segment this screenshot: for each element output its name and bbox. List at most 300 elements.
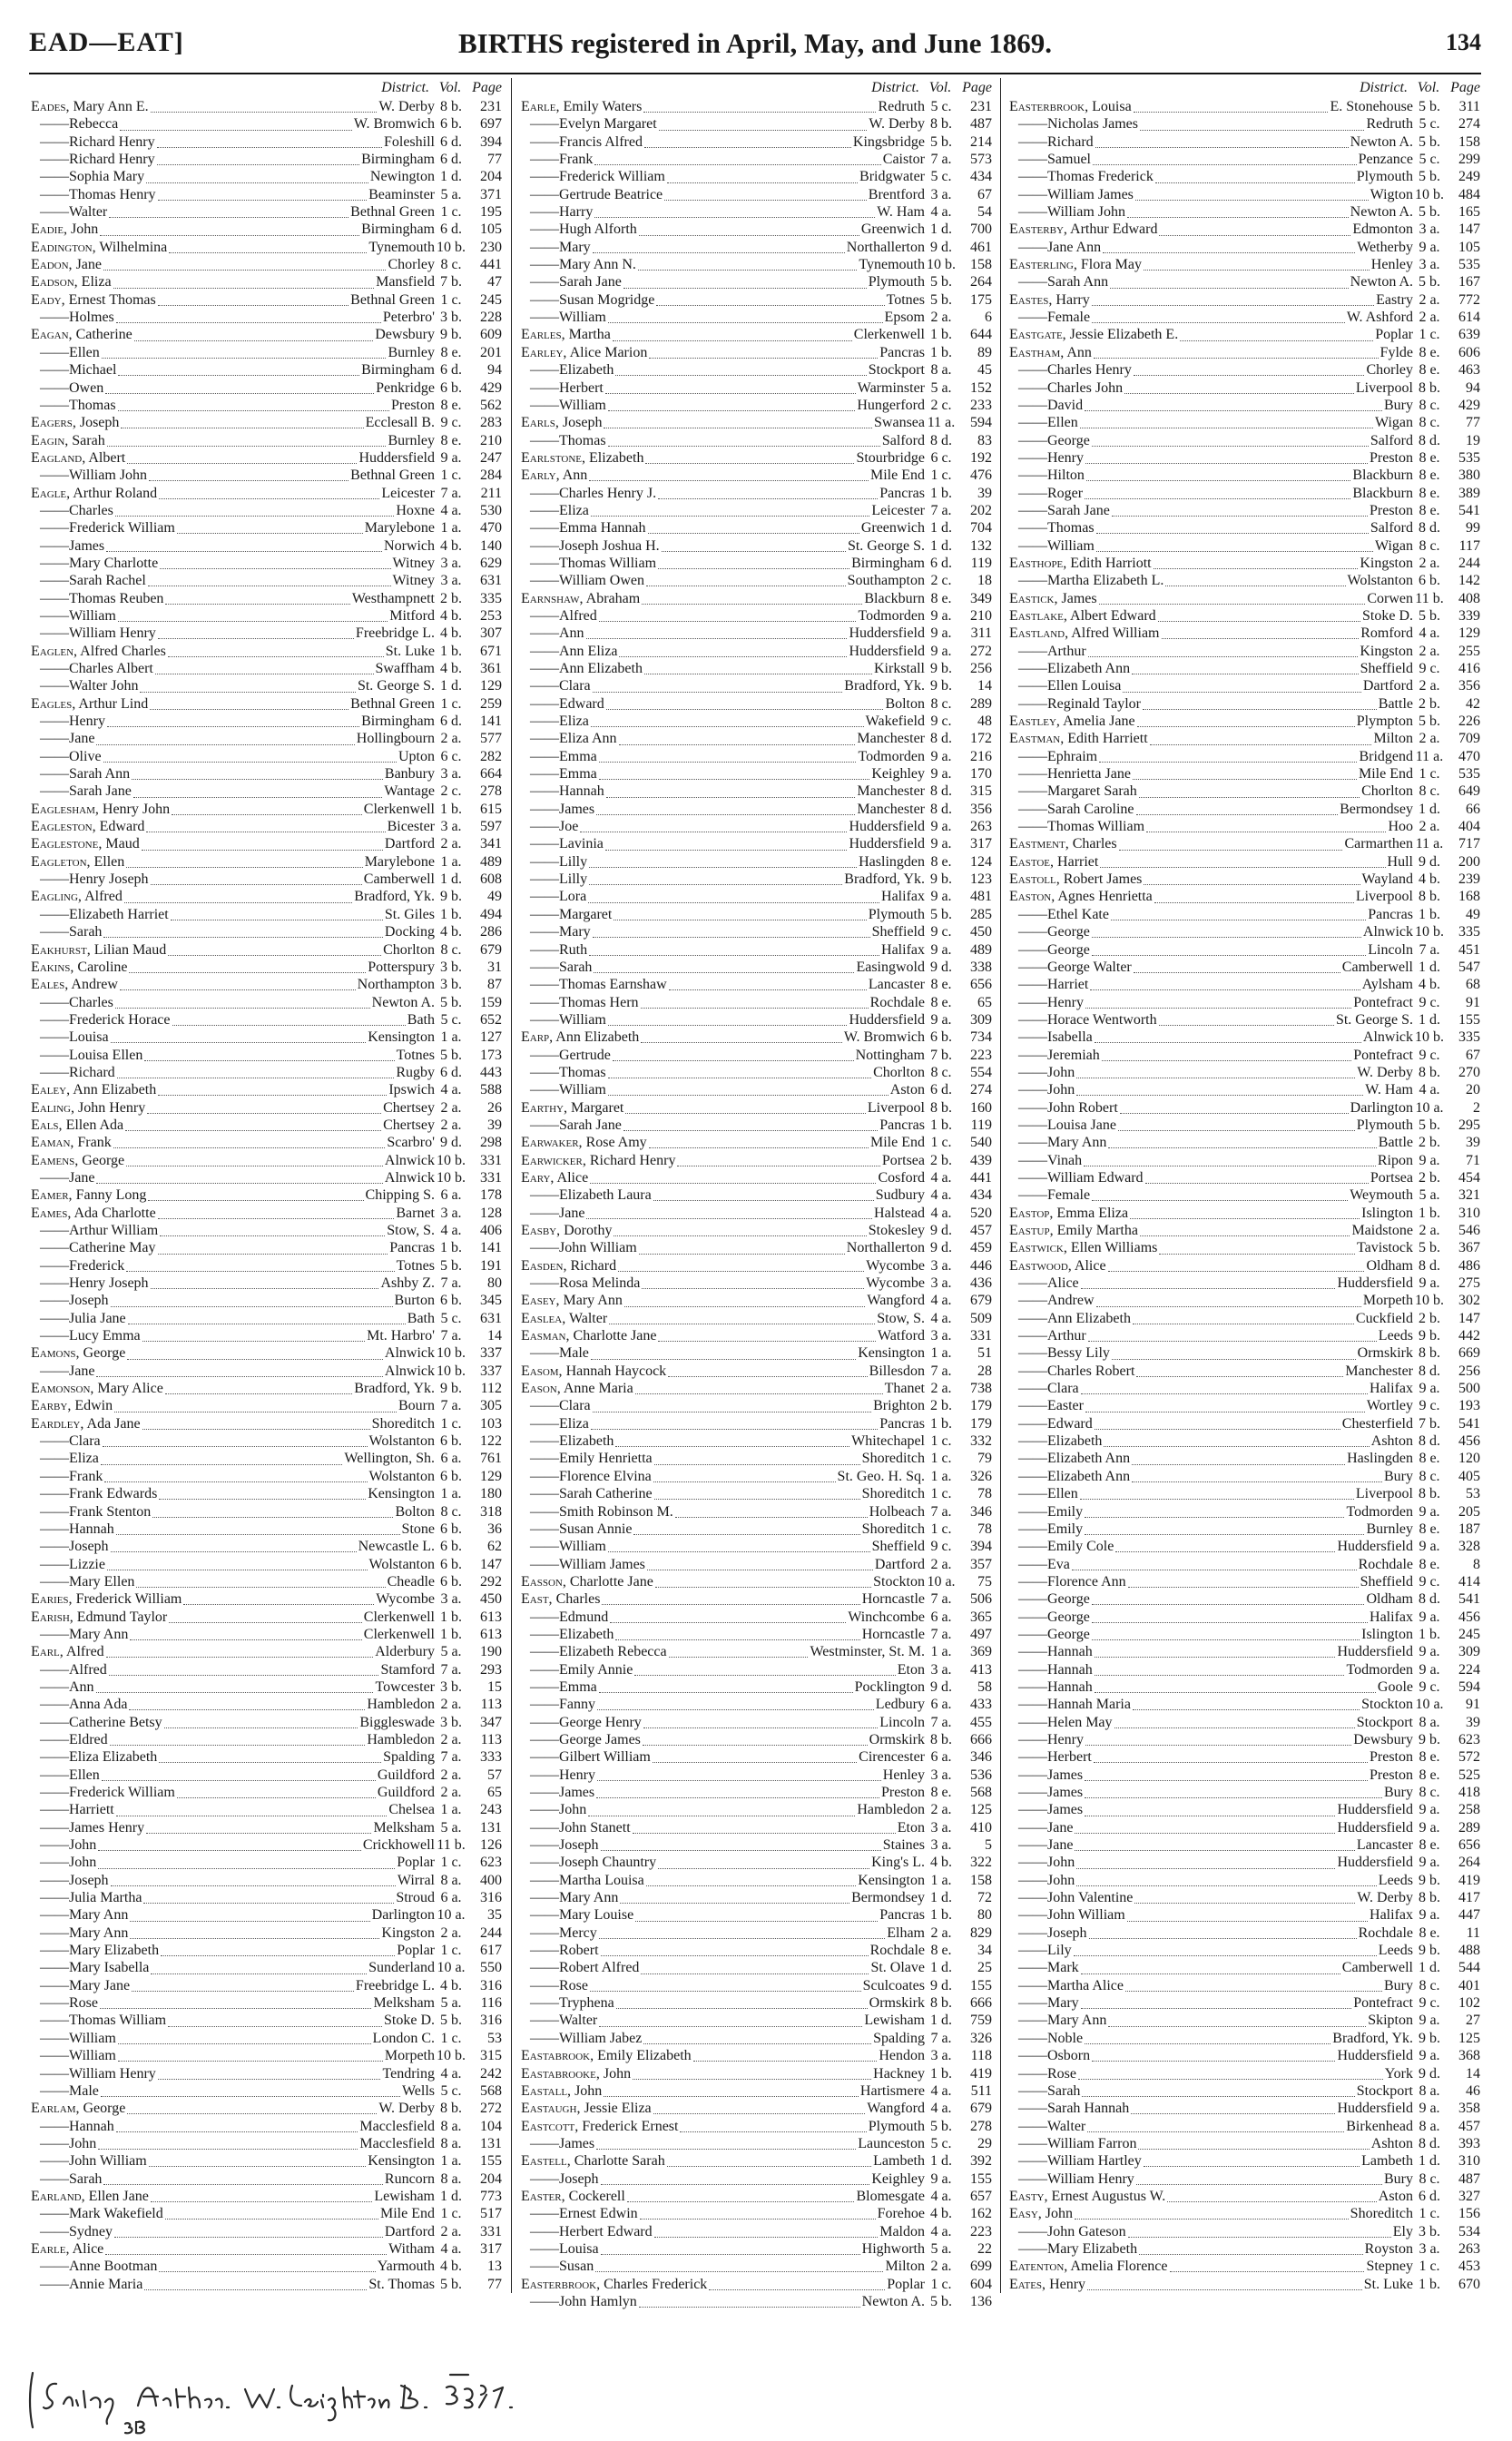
entry-volume: 1 d. bbox=[440, 2188, 462, 2204]
entry-name bbox=[31, 1503, 151, 1521]
entry-page: 541 bbox=[1458, 1415, 1480, 1432]
dot-leader bbox=[1085, 1523, 1364, 1535]
index-entry bbox=[1009, 2276, 1480, 2293]
entry-page: 244 bbox=[480, 1924, 502, 1941]
index-entry bbox=[31, 2188, 502, 2205]
index-entry bbox=[1009, 2240, 1480, 2258]
index-entry bbox=[521, 273, 992, 290]
dot-leader bbox=[593, 926, 870, 938]
dot-leader bbox=[658, 557, 849, 569]
entry-given-name: Edmund Taylor bbox=[76, 1609, 168, 1625]
entry-given-name: James bbox=[1061, 590, 1097, 606]
entry-volume: 3 a. bbox=[930, 1257, 952, 1274]
entry-given-name: Dorothy bbox=[564, 1223, 613, 1238]
entry-volume: 6 b. bbox=[440, 1433, 462, 1450]
entry-volume: 7 a. bbox=[930, 1626, 952, 1642]
entry-district: Wolstanton bbox=[368, 1433, 435, 1450]
dot-leader bbox=[627, 2190, 855, 2202]
index-entry bbox=[521, 2012, 992, 2029]
entry-name bbox=[31, 1889, 142, 1906]
index-entry bbox=[31, 713, 502, 730]
entry-given-name: Richard bbox=[570, 1257, 617, 1274]
index-entry bbox=[1009, 133, 1480, 151]
entry-volume: 10 a. bbox=[437, 1907, 466, 1924]
index-entry bbox=[31, 660, 502, 677]
entry-page: 6 bbox=[985, 310, 992, 326]
dot-leader bbox=[1154, 891, 1354, 903]
entry-volume: 8 e. bbox=[1419, 1521, 1440, 1537]
entry-page: 80 bbox=[977, 1907, 992, 1924]
entry-district: Hambledon bbox=[367, 1697, 435, 1713]
entry-name bbox=[1009, 941, 1090, 959]
entry-district: Wangford bbox=[867, 1293, 925, 1309]
dot-leader bbox=[1096, 522, 1369, 534]
entry-name bbox=[31, 906, 169, 923]
entry-given-name: William bbox=[69, 607, 116, 624]
entry-volume: 2 b. bbox=[1419, 1169, 1440, 1186]
entry-district: Lewisham bbox=[864, 2013, 925, 2029]
entry-name bbox=[521, 1186, 652, 1204]
entry-page: 128 bbox=[480, 1205, 502, 1221]
entry-volume: 3 a. bbox=[930, 1837, 952, 1854]
entry-page: 315 bbox=[970, 783, 992, 800]
entry-name bbox=[31, 2258, 157, 2275]
entry-volume: 7 a. bbox=[440, 485, 462, 501]
entry-district: Bury bbox=[1384, 1785, 1413, 1800]
entry-surname: Earlstone, bbox=[521, 449, 586, 466]
entry-volume: 2 a. bbox=[1419, 819, 1440, 835]
entry-volume: 7 a. bbox=[930, 2030, 952, 2046]
dot-leader bbox=[608, 1540, 870, 1552]
entry-name bbox=[1009, 1363, 1134, 1380]
entry-given-name: John William bbox=[69, 2153, 147, 2170]
entry-page: 102 bbox=[1458, 1995, 1480, 2012]
entry-page: 380 bbox=[1458, 468, 1480, 484]
entry-volume: 8 c. bbox=[1419, 1785, 1440, 1800]
entry-name bbox=[1009, 976, 1088, 993]
dot-leader bbox=[183, 1593, 374, 1605]
entry-name bbox=[521, 1310, 607, 1327]
index-entry bbox=[1009, 994, 1480, 1011]
entry-given-name: Olive bbox=[69, 748, 102, 764]
entry-surname: Earnshaw, bbox=[521, 590, 584, 606]
entry-page: 419 bbox=[1458, 1872, 1480, 1888]
index-entry bbox=[31, 801, 502, 818]
entry-name bbox=[31, 239, 167, 256]
entry-name bbox=[521, 1609, 608, 1626]
entry-district: Stockton bbox=[873, 1573, 925, 1590]
dot-leader bbox=[1134, 961, 1340, 973]
dot-leader bbox=[1085, 2033, 1330, 2044]
dot-leader bbox=[118, 364, 359, 376]
dot-leader bbox=[590, 1980, 861, 1992]
entry-district: Alderbury bbox=[375, 1644, 435, 1660]
entry-volume: 5 b. bbox=[440, 994, 462, 1010]
dot-leader bbox=[659, 119, 868, 131]
entry-district: Elham bbox=[887, 1924, 925, 1941]
entry-district: Todmorden bbox=[858, 748, 925, 764]
entry-district: Forehoe bbox=[877, 2206, 925, 2222]
entry-district: Plymouth bbox=[868, 2118, 925, 2134]
entry-name bbox=[521, 1678, 597, 1696]
entry-district: Tendring bbox=[382, 2065, 435, 2082]
entry-district: Plympton bbox=[1356, 714, 1413, 730]
entry-name bbox=[521, 695, 604, 713]
index-entry bbox=[521, 906, 992, 923]
entry-name bbox=[31, 1047, 142, 1064]
entry-volume: 9 a. bbox=[1419, 1381, 1440, 1397]
index-entry bbox=[1009, 326, 1480, 343]
index-entry bbox=[31, 643, 502, 660]
entry-name bbox=[31, 1784, 175, 1801]
entry-district: Carmarthen bbox=[1344, 836, 1413, 852]
entry-volume: 5 a. bbox=[930, 379, 952, 396]
entry-page: 829 bbox=[970, 1924, 992, 1941]
index-entry bbox=[521, 2100, 992, 2117]
dot-leader bbox=[644, 663, 872, 674]
entry-volume: 8 e. bbox=[1419, 1837, 1440, 1854]
entry-page: 456 bbox=[1458, 1609, 1480, 1625]
entry-name bbox=[521, 1397, 591, 1414]
entry-name bbox=[521, 502, 589, 519]
entry-page: 116 bbox=[480, 1995, 502, 2012]
entry-name bbox=[521, 151, 593, 168]
dot-leader bbox=[96, 1172, 382, 1184]
entry-page: 511 bbox=[970, 2082, 992, 2099]
dot-leader bbox=[662, 540, 846, 552]
entry-volume: 3 b. bbox=[440, 1714, 462, 1730]
entry-volume: 7 a. bbox=[930, 1363, 952, 1379]
entry-volume: 8 e. bbox=[930, 994, 952, 1010]
entry-volume: 4 a. bbox=[440, 1223, 462, 1238]
entry-district: Epsom bbox=[884, 310, 925, 326]
entry-page: 67 bbox=[1466, 1047, 1480, 1063]
entry-given-name: Arthur Edward bbox=[1070, 221, 1158, 238]
entry-page: 318 bbox=[480, 1503, 502, 1520]
entry-page: 394 bbox=[970, 1539, 992, 1555]
dot-leader bbox=[614, 909, 866, 920]
index-entry bbox=[521, 1994, 992, 2012]
entry-page: 535 bbox=[1458, 766, 1480, 782]
entry-volume: 8 c. bbox=[1419, 1468, 1440, 1484]
index-entry bbox=[31, 1556, 502, 1573]
entry-volume: 8 e. bbox=[440, 344, 462, 360]
dot-leader bbox=[1081, 1997, 1352, 2009]
entry-volume: 10 b. bbox=[1415, 186, 1444, 202]
entry-volume: 4 a. bbox=[1419, 1082, 1440, 1098]
entry-page: 155 bbox=[480, 2153, 502, 2170]
entry-given-name: Annie Maria bbox=[69, 2276, 143, 2292]
entry-district: Chertsey bbox=[383, 1099, 435, 1116]
entry-page: 534 bbox=[1458, 2223, 1480, 2239]
entry-name bbox=[521, 1872, 644, 1889]
dot-leader bbox=[1085, 1769, 1368, 1781]
entry-district: Chelsea bbox=[388, 1802, 435, 1818]
dot-leader bbox=[1088, 645, 1359, 657]
index-entry bbox=[1009, 2082, 1480, 2100]
entry-volume: 1 a. bbox=[930, 1644, 952, 1660]
index-entry bbox=[1009, 1485, 1480, 1502]
entry-given-name: Ada Jane bbox=[86, 1415, 141, 1432]
index-entry bbox=[31, 1643, 502, 1660]
entry-volume: 1 c. bbox=[440, 1415, 462, 1432]
entry-district: Northallerton bbox=[846, 239, 925, 255]
index-entry bbox=[521, 959, 992, 976]
dot-leader bbox=[168, 944, 381, 956]
entry-page: 500 bbox=[1458, 1381, 1480, 1397]
entry-volume: 4 b. bbox=[440, 661, 462, 676]
index-entry bbox=[521, 1661, 992, 1678]
entry-district: Kensington bbox=[368, 2153, 435, 2170]
heading-vol: Vol. bbox=[928, 80, 952, 95]
entry-name bbox=[31, 801, 170, 818]
entry-page: 112 bbox=[480, 1381, 502, 1397]
dot-leader bbox=[1136, 1365, 1343, 1377]
entry-page: 58 bbox=[977, 1678, 992, 1695]
entry-district: Huddersfield bbox=[849, 836, 925, 852]
dot-leader bbox=[1139, 786, 1360, 798]
entry-name bbox=[521, 361, 614, 379]
entry-district: Spalding bbox=[873, 2030, 925, 2046]
entry-page: 19 bbox=[1466, 432, 1480, 448]
entry-page: 155 bbox=[1458, 1011, 1480, 1028]
index-entry bbox=[521, 1767, 992, 1784]
entry-name bbox=[521, 186, 663, 203]
entry-volume: 9 b. bbox=[930, 661, 952, 676]
entry-page: 147 bbox=[480, 1556, 502, 1572]
dot-leader bbox=[1095, 1664, 1345, 1676]
entry-name bbox=[31, 1275, 149, 1292]
entry-name bbox=[1009, 1292, 1095, 1309]
entry-volume: 7 a. bbox=[440, 1275, 462, 1292]
index-entry bbox=[1009, 1011, 1480, 1029]
entry-name bbox=[521, 221, 637, 238]
entry-name bbox=[31, 607, 116, 625]
entry-page: 278 bbox=[970, 2118, 992, 2134]
entry-given-name: William bbox=[1047, 537, 1095, 554]
entry-name bbox=[31, 1344, 125, 1362]
entry-given-name: Ann Elizabeth bbox=[73, 1082, 157, 1098]
index-entry bbox=[31, 256, 502, 273]
entry-volume: 9 c. bbox=[440, 415, 462, 431]
index-entry bbox=[1009, 2258, 1480, 2275]
entry-volume: 4 a. bbox=[930, 2101, 952, 2117]
dot-leader bbox=[649, 347, 878, 359]
index-entry bbox=[31, 1186, 502, 1204]
entry-district: Dartford bbox=[384, 836, 435, 852]
entry-name bbox=[31, 660, 153, 677]
entry-given-name: Ethel Kate bbox=[1047, 906, 1109, 922]
entry-given-name: Charlotte Jane bbox=[569, 1573, 653, 1590]
entry-district: Bradford, Yk. bbox=[844, 678, 925, 694]
entry-page: 284 bbox=[480, 468, 502, 484]
entry-name bbox=[1009, 1731, 1084, 1748]
index-entry bbox=[521, 1222, 992, 1239]
entry-volume: 4 a. bbox=[440, 2240, 462, 2257]
entry-name bbox=[31, 1626, 128, 1643]
entry-name bbox=[31, 1748, 157, 1766]
entry-district: Caistor bbox=[882, 152, 925, 168]
entry-volume: 9 a. bbox=[930, 889, 952, 905]
entry-given-name: Hannah Haycock bbox=[565, 1363, 667, 1379]
index-entry bbox=[1009, 379, 1480, 397]
entry-page: 91 bbox=[1466, 994, 1480, 1010]
entry-given-name: Lavinia bbox=[559, 836, 604, 852]
entry-given-name: Thomas William bbox=[559, 555, 657, 571]
entry-page: 20 bbox=[1466, 1082, 1480, 1098]
entry-page: 141 bbox=[480, 1240, 502, 1256]
entry-given-name: Maud bbox=[105, 836, 140, 852]
index-entry bbox=[31, 1836, 502, 1854]
entry-given-name: Frederick William bbox=[69, 520, 175, 536]
index-entry bbox=[1009, 221, 1480, 238]
entry-district: Bethnal Green bbox=[350, 695, 435, 712]
column-heading bbox=[31, 78, 502, 98]
entry-district: Huddersfield bbox=[1337, 1855, 1413, 1871]
entry-given-name: Female bbox=[1047, 1187, 1091, 1204]
entry-district: W. Derby bbox=[378, 99, 435, 114]
index-entry bbox=[521, 1099, 992, 1117]
entry-district: Ormskirk bbox=[869, 1731, 925, 1747]
entry-name bbox=[1009, 1538, 1114, 1555]
index-entry bbox=[521, 1538, 992, 1555]
entry-volume: 1 c. bbox=[1419, 2259, 1440, 2275]
entry-surname: Eames, bbox=[31, 1205, 72, 1221]
dot-leader bbox=[653, 2102, 866, 2114]
entry-volume: 1 a. bbox=[930, 1468, 952, 1484]
entry-volume: 4 a. bbox=[440, 2065, 462, 2082]
entry-given-name: Henry Joseph bbox=[69, 871, 149, 888]
entry-page: 699 bbox=[970, 2259, 992, 2275]
index-entry bbox=[31, 1099, 502, 1117]
index-entry bbox=[1009, 1134, 1480, 1151]
entry-volume: 4 a. bbox=[440, 1082, 462, 1098]
entry-name bbox=[31, 1432, 101, 1450]
entry-volume: 1 b. bbox=[930, 1415, 952, 1432]
entry-volume: 8 b. bbox=[1419, 1345, 1440, 1362]
entry-surname: Eastman, bbox=[1009, 731, 1065, 747]
index-entry bbox=[521, 2152, 992, 2170]
entry-volume: 8 e. bbox=[1419, 362, 1440, 379]
entry-given-name: Edward bbox=[1047, 1415, 1093, 1432]
entry-page: 15 bbox=[487, 1678, 502, 1695]
entry-volume: 8 e. bbox=[1419, 1767, 1440, 1783]
entry-volume: 2 a. bbox=[930, 310, 952, 326]
entry-surname: Earby, bbox=[31, 1398, 72, 1414]
index-entry bbox=[521, 519, 992, 536]
index-entry bbox=[31, 888, 502, 905]
entry-district: Blomesgate bbox=[856, 2188, 925, 2204]
entry-given-name: Alice bbox=[556, 1169, 589, 1186]
entry-district: Huddersfield bbox=[1337, 2101, 1413, 2117]
dot-leader bbox=[643, 2033, 871, 2044]
dot-leader bbox=[1081, 1383, 1368, 1394]
index-entry bbox=[1009, 1977, 1480, 1994]
entry-district: Norwich bbox=[384, 537, 435, 554]
entry-page: 249 bbox=[1458, 169, 1480, 185]
entry-page: 26 bbox=[487, 1099, 502, 1116]
entry-volume: 5 b. bbox=[1419, 169, 1440, 185]
entry-page: 476 bbox=[970, 468, 992, 484]
dot-leader bbox=[1130, 1207, 1360, 1219]
dot-leader bbox=[664, 189, 867, 201]
entry-given-name: Vinah bbox=[1047, 1152, 1083, 1168]
entry-given-name: George bbox=[83, 2101, 126, 2117]
entry-page: 53 bbox=[1466, 1486, 1480, 1502]
entry-name bbox=[1009, 1047, 1100, 1064]
index-entry bbox=[1009, 959, 1480, 976]
dot-leader bbox=[667, 172, 858, 183]
index-entry bbox=[31, 1047, 502, 1064]
entry-district: Billesdon bbox=[869, 1363, 925, 1379]
dot-leader bbox=[107, 715, 359, 727]
entry-given-name: Joe bbox=[559, 819, 579, 835]
entry-given-name: Frank Stenton bbox=[69, 1503, 152, 1520]
entry-given-name: Albert bbox=[88, 449, 126, 466]
entry-name bbox=[521, 1889, 618, 1906]
entry-page: 214 bbox=[970, 133, 992, 150]
entry-page: 13 bbox=[487, 2259, 502, 2275]
entry-district: Docking bbox=[384, 924, 435, 940]
entry-name bbox=[1009, 519, 1095, 536]
dot-leader bbox=[1136, 2173, 1382, 2185]
entry-district: Stockport bbox=[1356, 1714, 1413, 1730]
entry-name bbox=[1009, 2276, 1085, 2293]
entry-given-name: William Henry bbox=[69, 2065, 156, 2082]
index-entry bbox=[521, 221, 992, 238]
index-entry bbox=[1009, 1397, 1480, 1414]
entry-given-name: Frederick William bbox=[75, 1591, 182, 1608]
dot-leader bbox=[1080, 417, 1373, 428]
index-entry bbox=[521, 98, 992, 115]
entry-district: Alnwick bbox=[384, 1152, 435, 1168]
entry-district: Pancras bbox=[879, 485, 925, 501]
entry-district: Northampton bbox=[357, 977, 435, 993]
entry-volume: 2 a. bbox=[930, 1802, 952, 1818]
dot-leader bbox=[130, 1927, 379, 1939]
entry-district: Battle bbox=[1378, 695, 1413, 712]
entry-name bbox=[31, 115, 118, 133]
index-entry bbox=[521, 2118, 992, 2135]
index-entry bbox=[1009, 853, 1480, 871]
index-entry bbox=[31, 853, 502, 871]
entry-volume: 2 a. bbox=[440, 1767, 462, 1783]
entry-page: 408 bbox=[1458, 590, 1480, 606]
index-entry bbox=[31, 572, 502, 589]
dot-leader bbox=[1088, 1330, 1377, 1342]
entry-volume: 1 d. bbox=[930, 1890, 952, 1906]
entry-name bbox=[31, 1942, 159, 1959]
dot-leader bbox=[1085, 1786, 1382, 1798]
entry-volume: 2 b. bbox=[440, 590, 462, 606]
dot-leader bbox=[106, 1646, 374, 1658]
index-range: EAD—EAT] bbox=[29, 27, 184, 57]
entry-district: Melksham bbox=[373, 1819, 435, 1836]
dot-leader bbox=[155, 663, 374, 674]
index-column-1 bbox=[31, 78, 502, 2293]
dot-leader bbox=[618, 1260, 864, 1272]
entry-district: Dartford bbox=[874, 1556, 925, 1572]
dot-leader bbox=[101, 2085, 400, 2097]
entry-page: 717 bbox=[1458, 836, 1480, 852]
entry-page: 394 bbox=[480, 133, 502, 150]
index-entry bbox=[521, 1590, 992, 1608]
entry-district: St. Luke bbox=[385, 643, 435, 659]
index-entry bbox=[521, 1239, 992, 1256]
entry-page: 160 bbox=[970, 1099, 992, 1116]
entry-district: Bolton bbox=[885, 695, 925, 712]
entry-given-name: Alfred bbox=[559, 607, 597, 624]
